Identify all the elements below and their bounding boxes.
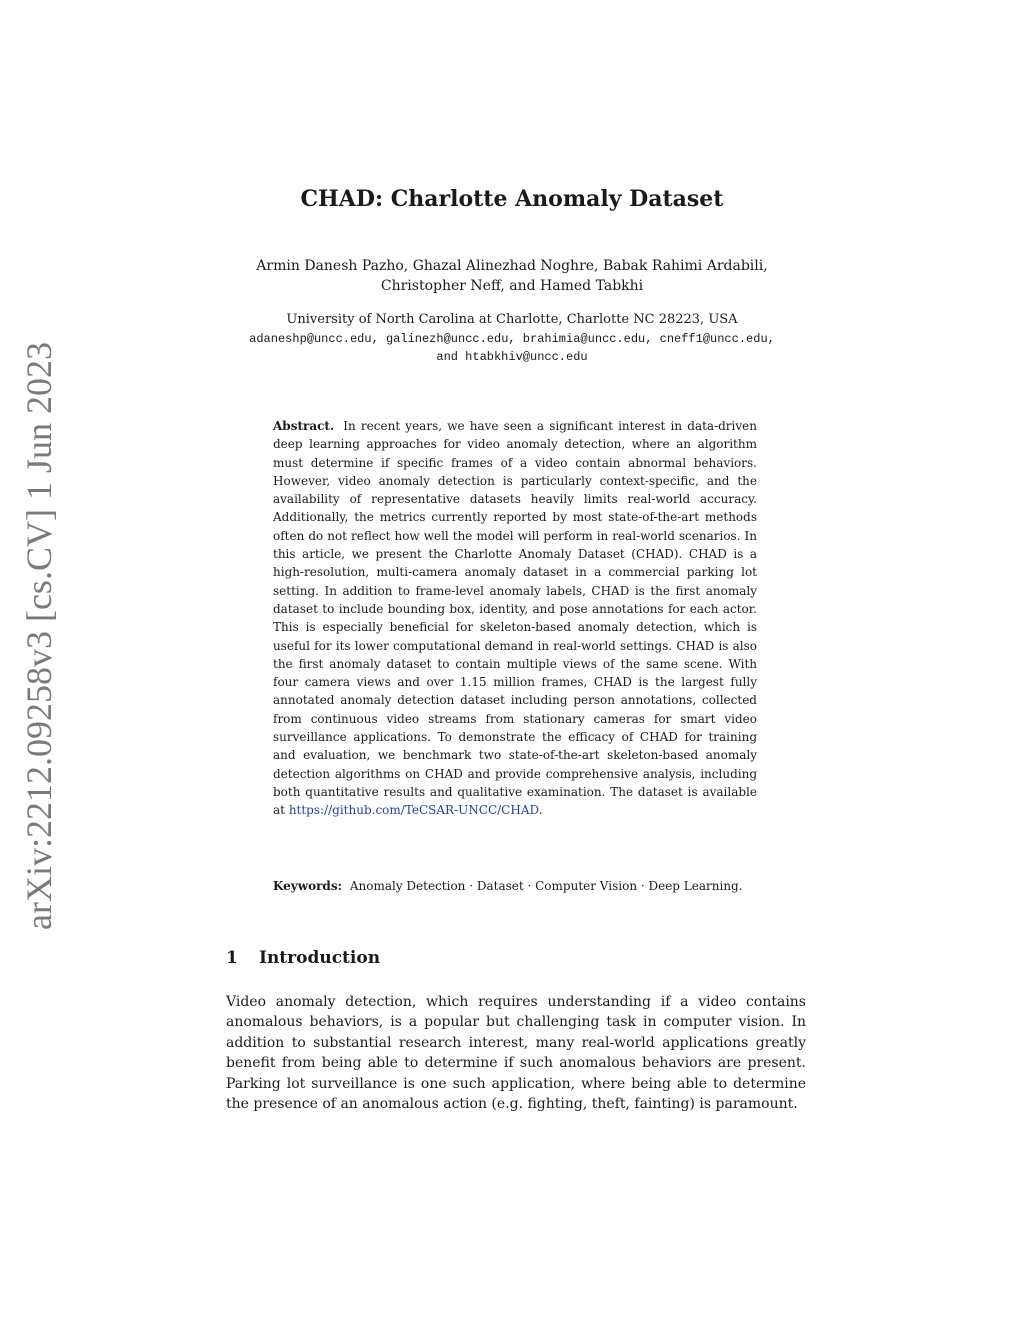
paper-title: CHAD: Charlotte Anomaly Dataset [300,186,724,212]
section-title: Introduction [259,948,381,968]
abstract [273,417,757,820]
author-list [200,256,824,296]
abstract-label: Abstract. [273,419,335,433]
email-line-1: adaneshp@uncc.edu, galinezh@uncc.edu, brahimia@uncc.edu, cneff1@uncc.edu, [249,332,775,346]
arxiv-identifier-stamp: arXiv:2212.09258v3 [cs.CV] 1 Jun 2023 [19,342,59,930]
keywords [273,877,757,895]
keywords-text: Anomaly Detection · Dataset · Computer Vision · Deep Learning. [349,879,743,893]
author-line-2: Christopher Neff, and Hamed Tabkhi [380,278,644,294]
author-emails [180,330,844,366]
introduction-paragraph: Video anomaly detection, which requires understanding if a video contains anomalous behaviors, is a popular but challenging task in computer vision. In addition to substantial research interest, many real-world applications greatly benefit from being able to determine if such anomalous behaviors are present. Parking lot surveillance is one such application, where being able to determine the presence of an anomalous action (e.g. fighting, theft, fainting) is paramount. [226,994,806,1113]
abstract-end: . [538,803,543,818]
dataset-link[interactable]: https://github.com/TeCSAR-UNCC/CHAD [288,803,539,818]
email-line-2: and htabkhiv@uncc.edu [436,350,588,364]
abstract-text: In recent years, we have seen a significant interest in data-driven deep learning approaches for video anomaly detection, where an algorithm must determine if specific frames of a video contain abnormal behaviors. However, video anomaly detection is particularly context-specific, and the availability of representative datasets heavily limits real-world accuracy. Additionally, the metrics currently reported by most state-of-the-art methods often do not reflect how well the model will perform in real-world scenarios. In this article, we present the Charlotte Anomaly Dataset (CHAD). CHAD is a high-resolution, multi-camera anomaly dataset in a commercial parking lot setting. In addition to frame-level anomaly labels, CHAD is the first anomaly dataset to include bounding box, identity, and pose annotations for each actor. This is especially beneficial for skeleton-based anomaly detection, which is useful for its lower computational demand in real-world settings. CHAD is also the first anomaly dataset to contain multiple views of the same scene. With four camera views and over 1.15 million frames, CHAD is the largest fully annotated anomaly detection dataset including person annotations, collected from continuous video streams from stationary cameras for smart video surveillance applications. To demonstrate the efficacy of CHAD for training and evaluation, we benchmark two state-of-the-art skeleton-based anomaly detection algorithms on CHAD and provide comprehensive analysis, including both quantitative results and qualitative examination. The dataset is available at [273,419,757,818]
keywords-label: Keywords: [273,879,343,893]
author-line-1: Armin Danesh Pazho, Ghazal Alinezhad Noghre, Babak Rahimi Ardabili, [256,258,768,274]
section-heading-introduction [226,948,380,968]
affiliation: University of North Carolina at Charlotte, Charlotte NC 28223, USA [286,312,738,327]
section-number: 1 [226,948,238,968]
